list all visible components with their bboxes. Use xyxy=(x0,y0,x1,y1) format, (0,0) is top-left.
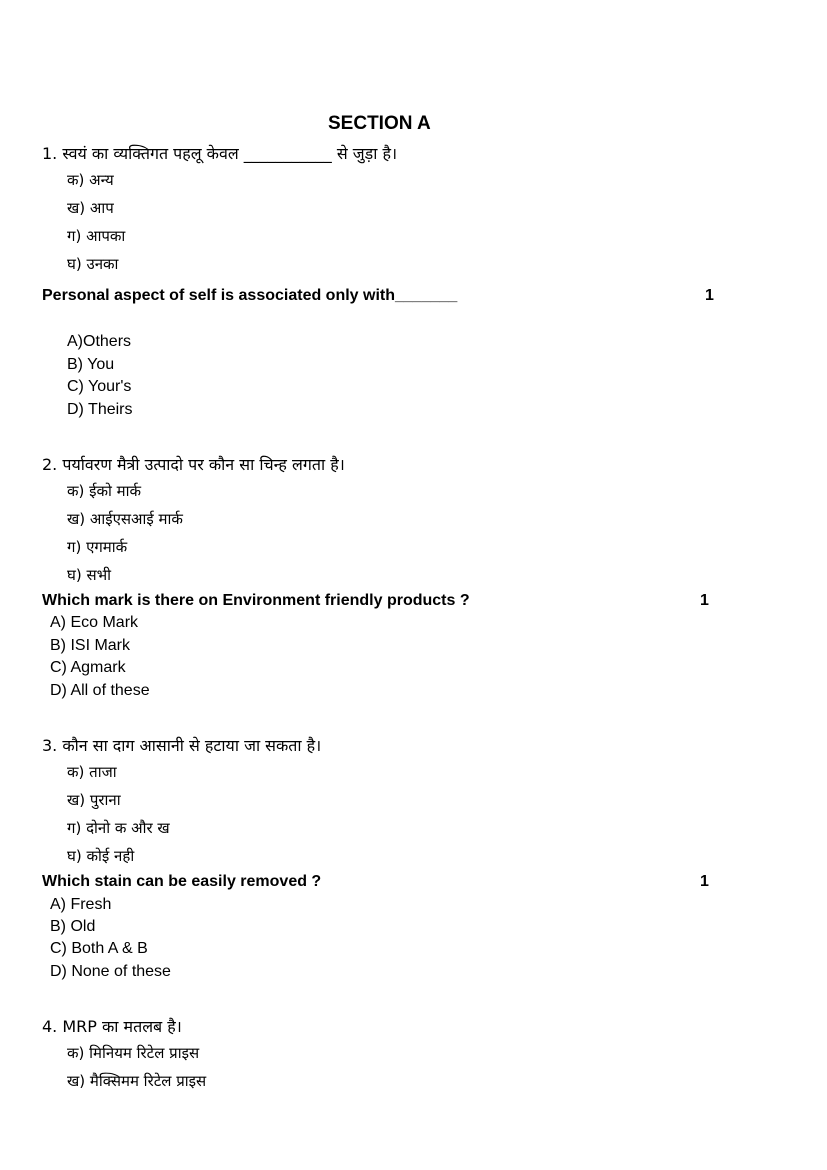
question-3-english-option-b: B) Old xyxy=(50,918,96,935)
question-2-hindi-option-c: ग) एगमार्क xyxy=(67,538,128,556)
question-1-english-option-d: D) Theirs xyxy=(67,401,133,418)
question-1-english: Personal aspect of self is associated only with_______ xyxy=(42,287,458,304)
question-1-english-option-b: B) You xyxy=(67,356,115,373)
question-3-marks: 1 xyxy=(700,873,709,890)
question-4-hindi-option-a: क) मिनियम रिटेल प्राइस xyxy=(67,1044,200,1062)
question-3-hindi-option-a: क) ताजा xyxy=(67,763,117,781)
question-2-hindi-option-d: घ) सभी xyxy=(67,566,112,584)
question-2-hindi-option-a: क) ईको मार्क xyxy=(67,482,142,500)
question-1-english-option-a: A)Others xyxy=(67,333,132,350)
question-3-hindi-option-b: ख) पुराना xyxy=(67,791,121,809)
question-2-english-option-b: B) ISI Mark xyxy=(50,637,131,654)
section-title: SECTION A xyxy=(328,113,431,134)
question-3-english-option-c: C) Both A & B xyxy=(50,940,148,957)
question-1-hindi-option-d: घ) उनका xyxy=(67,255,119,273)
question-4-hindi-option-b: ख) मैक्सिमम रिटेल प्राइस xyxy=(67,1072,207,1090)
question-3-hindi: 3. कौन सा दाग आसानी से हटाया जा सकता है। xyxy=(42,736,322,755)
question-4-hindi: 4. MRP का मतलब है। xyxy=(42,1017,182,1036)
question-1-hindi-option-c: ग) आपका xyxy=(67,227,126,245)
question-3-english: Which stain can be easily removed ? xyxy=(42,873,322,890)
question-2-english-option-a: A) Eco Mark xyxy=(50,614,139,631)
question-1-marks: 1 xyxy=(705,287,714,304)
question-3-hindi-option-d: घ) कोई नही xyxy=(67,847,135,865)
question-1-hindi-option-b: ख) आप xyxy=(67,199,114,217)
question-2-english-option-d: D) All of these xyxy=(50,682,150,699)
question-1-hindi: 1. स्वयं का व्यक्तिगत पहलू केवल ___________ से जुड़ा है। xyxy=(42,144,398,163)
question-3-hindi-option-c: ग) दोनो क और ख xyxy=(67,819,170,837)
question-2-english: Which mark is there on Environment friendly products ? xyxy=(42,592,470,609)
question-2-hindi-option-b: ख) आईएसआई मार्क xyxy=(67,510,183,528)
question-3-english-option-a: A) Fresh xyxy=(50,896,112,913)
question-1-hindi-option-a: क) अन्य xyxy=(67,171,114,189)
question-2-hindi: 2. पर्यावरण मैत्री उत्पादो पर कौन सा चिन्ह लगता है। xyxy=(42,455,345,474)
question-2-marks: 1 xyxy=(700,592,709,609)
question-1-english-option-c: C) Your's xyxy=(67,378,132,395)
question-3-english-option-d: D) None of these xyxy=(50,963,171,980)
question-2-english-option-c: C) Agmark xyxy=(50,659,126,676)
